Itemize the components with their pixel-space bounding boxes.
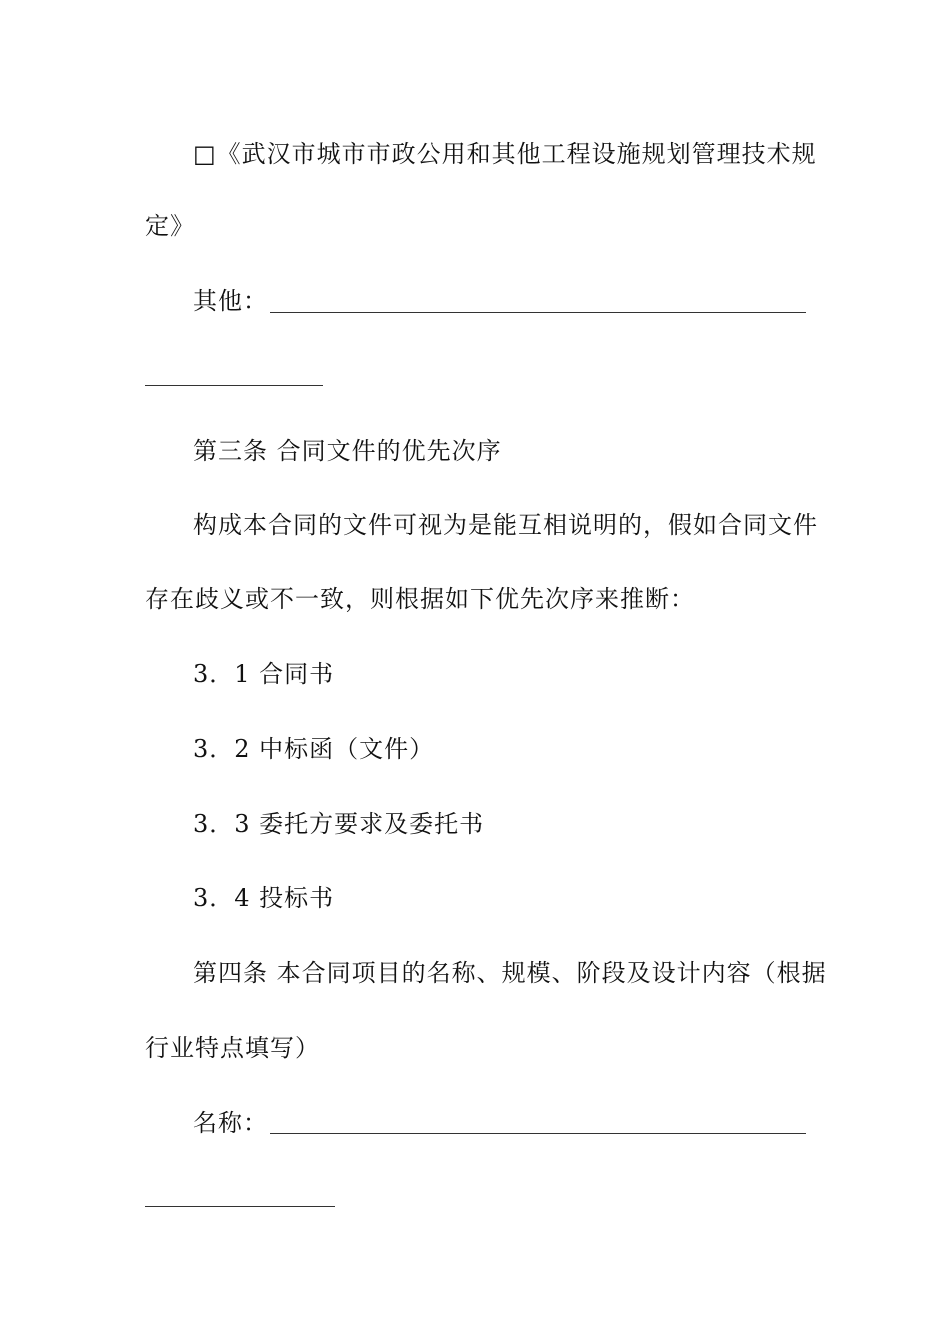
- other-field-underline[interactable]: [270, 312, 806, 313]
- priority-item-3-2: 3．2 中标函（文件）: [193, 735, 435, 763]
- article-three-body-line-2: 存在歧义或不一致，则根据如下优先次序来推断：: [145, 585, 695, 613]
- article-four-heading-line-1: 第四条 本合同项目的名称、规模、阶段及设计内容（根据: [193, 959, 827, 987]
- clause-reference-line-2: 定》: [145, 212, 195, 240]
- name-field-label: 名称：: [193, 1109, 268, 1137]
- name-field-underline-continued[interactable]: [145, 1206, 335, 1207]
- other-field-label: 其他：: [193, 287, 268, 315]
- priority-item-3-1: 3．1 合同书: [193, 660, 335, 688]
- other-field-underline-continued[interactable]: [145, 385, 323, 386]
- priority-item-3-3: 3．3 委托方要求及委托书: [193, 810, 485, 838]
- priority-item-3-4: 3．4 投标书: [193, 884, 335, 912]
- name-field-underline[interactable]: [270, 1133, 806, 1134]
- article-three-heading: 第三条 合同文件的优先次序: [193, 437, 502, 465]
- article-four-heading-line-2: 行业特点填写）: [145, 1034, 320, 1062]
- article-three-body-line-1: 构成本合同的文件可视为是能互相说明的，假如合同文件: [193, 511, 818, 539]
- clause-reference-line-1: □《武汉市城市市政公用和其他工程设施规划管理技术规: [193, 140, 817, 168]
